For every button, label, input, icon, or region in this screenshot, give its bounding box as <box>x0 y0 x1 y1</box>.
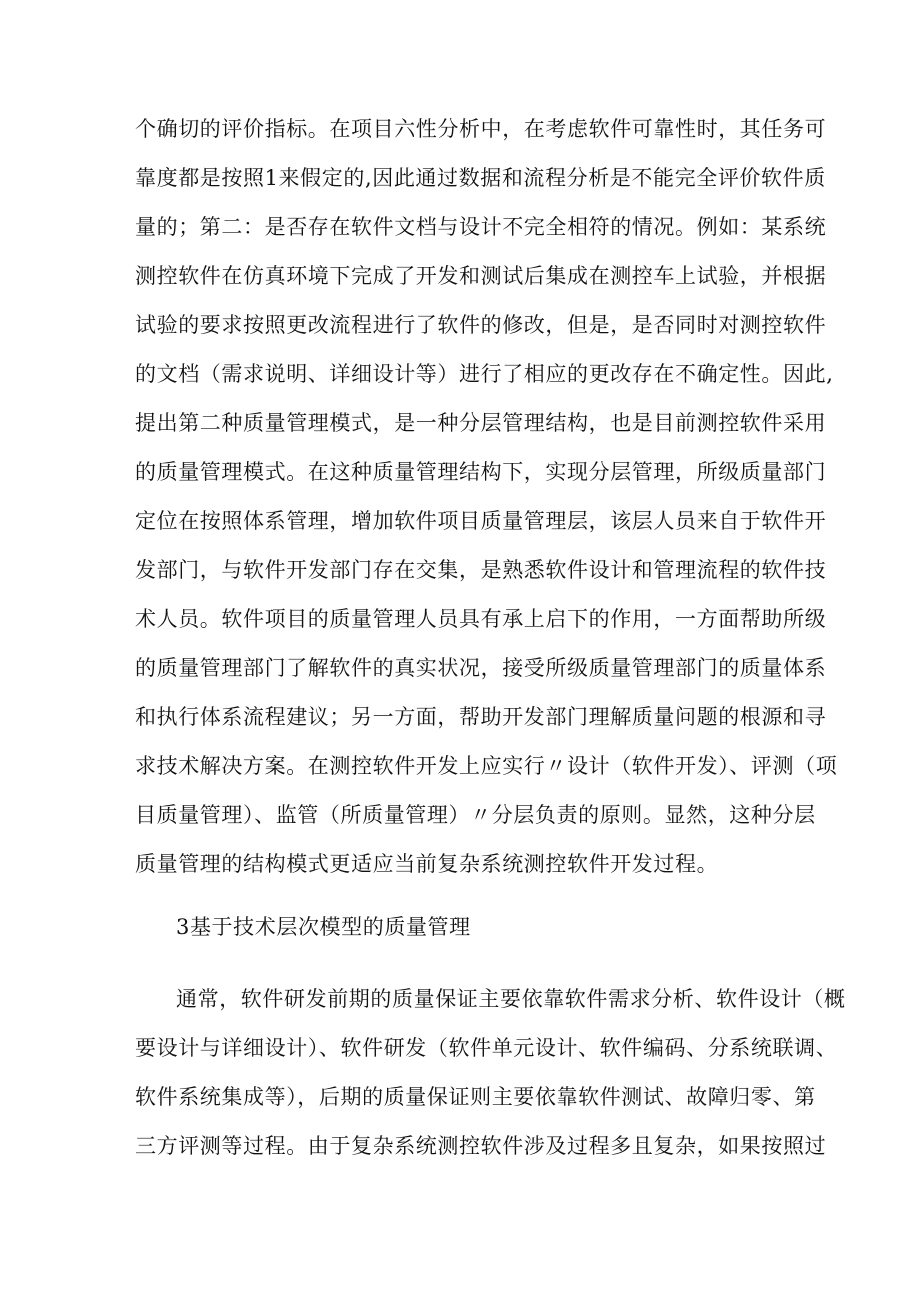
paragraph-1-line-6: 的文档（需求说明、详细设计等）进行了相应的更改存在不确定性。因此, <box>135 362 834 386</box>
paragraph-1-line-1: 个确切的评价指标。在项目六性分析中，在考虑软件可靠性时，其任务可 <box>135 117 827 141</box>
paragraph-1-line-11: 术人员。软件项目的质量管理人员具有承上启下的作用，一方面帮助所级 <box>135 607 827 631</box>
paragraph-1-line-9: 定位在按照体系管理，增加软件项目质量管理层，该层人员来自于软件开 <box>135 509 827 533</box>
paragraph-1-line-8: 的质量管理模式。在这种质量管理结构下，实现分层管理，所级质量部门 <box>135 460 827 484</box>
paragraph-1-line-3: 量的；第二：是否存在软件文档与设计不完全相符的情况。例如：某系统 <box>135 215 827 239</box>
paragraph-1-line-15: 目质量管理）、监管（所质量管理）〃分层负责的原则。显然，这种分层 <box>135 803 816 827</box>
paragraph-1-line-10: 发部门，与软件开发部门存在交集，是熟悉软件设计和管理流程的软件技 <box>135 558 827 582</box>
paragraph-1-line-13: 和执行体系流程建议；另一方面，帮助开发部门理解质量问题的根源和寻 <box>135 705 827 729</box>
paragraph-2-line-1: 通常，软件研发前期的质量保证主要依靠软件需求分析、软件设计（概 <box>176 987 846 1011</box>
paragraph-1-line-16: 质量管理的结构模式更适应当前复杂系统测控软件开发过程。 <box>135 852 719 876</box>
paragraph-1-line-2: 靠度都是按照1来假定的,因此通过数据和流程分析是不能完全评价软件质 <box>135 166 826 190</box>
paragraph-2-line-2: 要设计与详细设计）、软件研发（软件单元设计、软件编码、分系统联调、 <box>135 1036 838 1060</box>
paragraph-2-line-3: 软件系统集成等），后期的质量保证则主要依靠软件测试、故障归零、第 <box>135 1085 816 1109</box>
paragraph-1-line-5: 试验的要求按照更改流程进行了软件的修改，但是，是否同时对测控软件 <box>135 313 827 337</box>
section-heading: 3基于技术层次模型的质量管理 <box>176 915 471 939</box>
paragraph-1-line-14: 求技术解决方案。在测控软件开发上应实行〃设计（软件开发）、评测（项 <box>135 754 838 778</box>
paragraph-2-line-4: 三方评测等过程。由于复杂系统测控软件涉及过程多且复杂，如果按照过 <box>135 1134 827 1158</box>
paragraph-1-line-12: 的质量管理部门了解软件的真实状况，接受所级质量管理部门的质量体系 <box>135 656 827 680</box>
paragraph-1-line-4: 测控软件在仿真环境下完成了开发和测试后集成在测控车上试验，并根据 <box>135 264 827 288</box>
paragraph-1-line-7: 提出第二种质量管理模式，是一种分层管理结构，也是目前测控软件采用 <box>135 411 827 435</box>
